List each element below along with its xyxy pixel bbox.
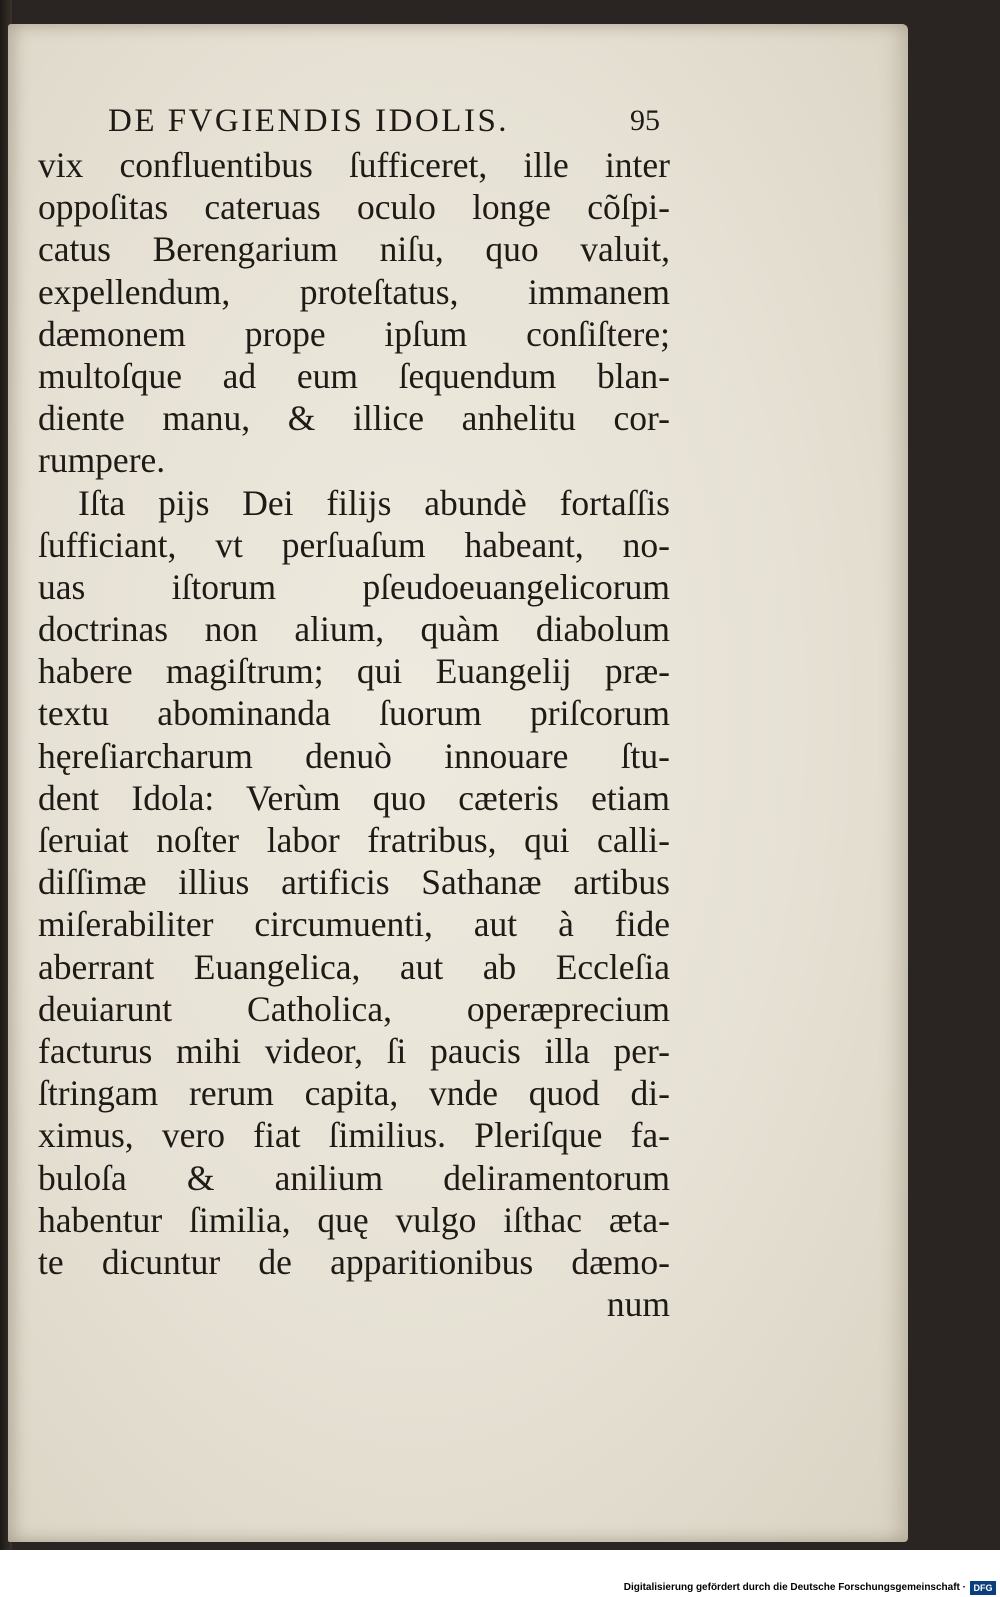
text-line: diente manu, & illice anhelitu cor- xyxy=(38,398,670,439)
text-line: te dicuntur de apparitionibus dæmo- xyxy=(38,1241,670,1282)
dfg-logo-icon: DFG xyxy=(970,1581,996,1595)
text-line: doctrinas non alium, quàm diabolum xyxy=(38,609,670,650)
running-title: DE FVGIENDIS IDOLIS. xyxy=(108,103,510,139)
text-line: catus Berengarium niſu, quo valuit, xyxy=(38,229,670,270)
text-line: diſſimæ illius artificis Sathanæ artibus xyxy=(38,862,670,903)
text-line: uas iſtorum pſeudoeuangelicorum xyxy=(38,566,670,607)
footer-bar xyxy=(0,1550,1000,1597)
text-line: ſufficiant, vt perſuaſum habeant, no- xyxy=(38,524,670,565)
running-head xyxy=(38,98,688,144)
text-line: dent Idola: Verùm quo cæteris etiam xyxy=(38,777,670,818)
book-page xyxy=(8,24,908,1542)
text-line: oppoſitas cateruas oculo longe cõſpi- xyxy=(38,187,670,228)
text-line: dæmonem prope ipſum conſiſtere; xyxy=(38,313,670,354)
text-line: aberrant Euangelica, aut ab Eccleſia xyxy=(38,946,670,987)
text-line: facturus mihi videor, ſi paucis illa per- xyxy=(38,1030,670,1071)
funding-credit: Digitalisierung gefördert durch die Deutsche Forschungsgemeinschaft · xyxy=(623,1582,966,1593)
text-line: habere magiſtrum; qui Euangelij præ- xyxy=(38,651,670,692)
page-text-block xyxy=(38,98,688,1325)
text-line: habentur ſimilia, quę vulgo iſthac æta- xyxy=(38,1199,670,1240)
text-line: vix confluentibus ſufficeret, ille inter xyxy=(38,145,670,185)
text-line: miſerabiliter circumuenti, aut à fide xyxy=(38,904,670,945)
text-line: rumpere. xyxy=(38,440,166,481)
text-line: deuiarunt Catholica, operæprecium xyxy=(38,988,670,1029)
catchword: num xyxy=(606,1284,670,1325)
body-text xyxy=(38,144,688,1325)
text-line: expellendum, proteſtatus, immanem xyxy=(38,271,670,312)
page-number: 95 xyxy=(630,104,660,137)
text-line: buloſa & anilium deliramentorum xyxy=(38,1157,670,1198)
text-line: ſtringam rerum capita, vnde quod di- xyxy=(38,1073,670,1114)
text-line: ximus, vero fiat ſimilius. Pleriſque fa- xyxy=(38,1115,670,1156)
text-line: textu abominanda ſuorum priſcorum xyxy=(38,693,670,734)
text-line: Iſta pijs Dei filijs abundè fortaſſis xyxy=(78,482,670,523)
text-line: hęreſiarcharum denuò innouare ſtu- xyxy=(38,735,670,776)
text-line: ſeruiat noſter labor fratribus, qui calli- xyxy=(38,820,670,860)
text-line: multoſque ad eum ſequendum blan- xyxy=(38,355,670,396)
